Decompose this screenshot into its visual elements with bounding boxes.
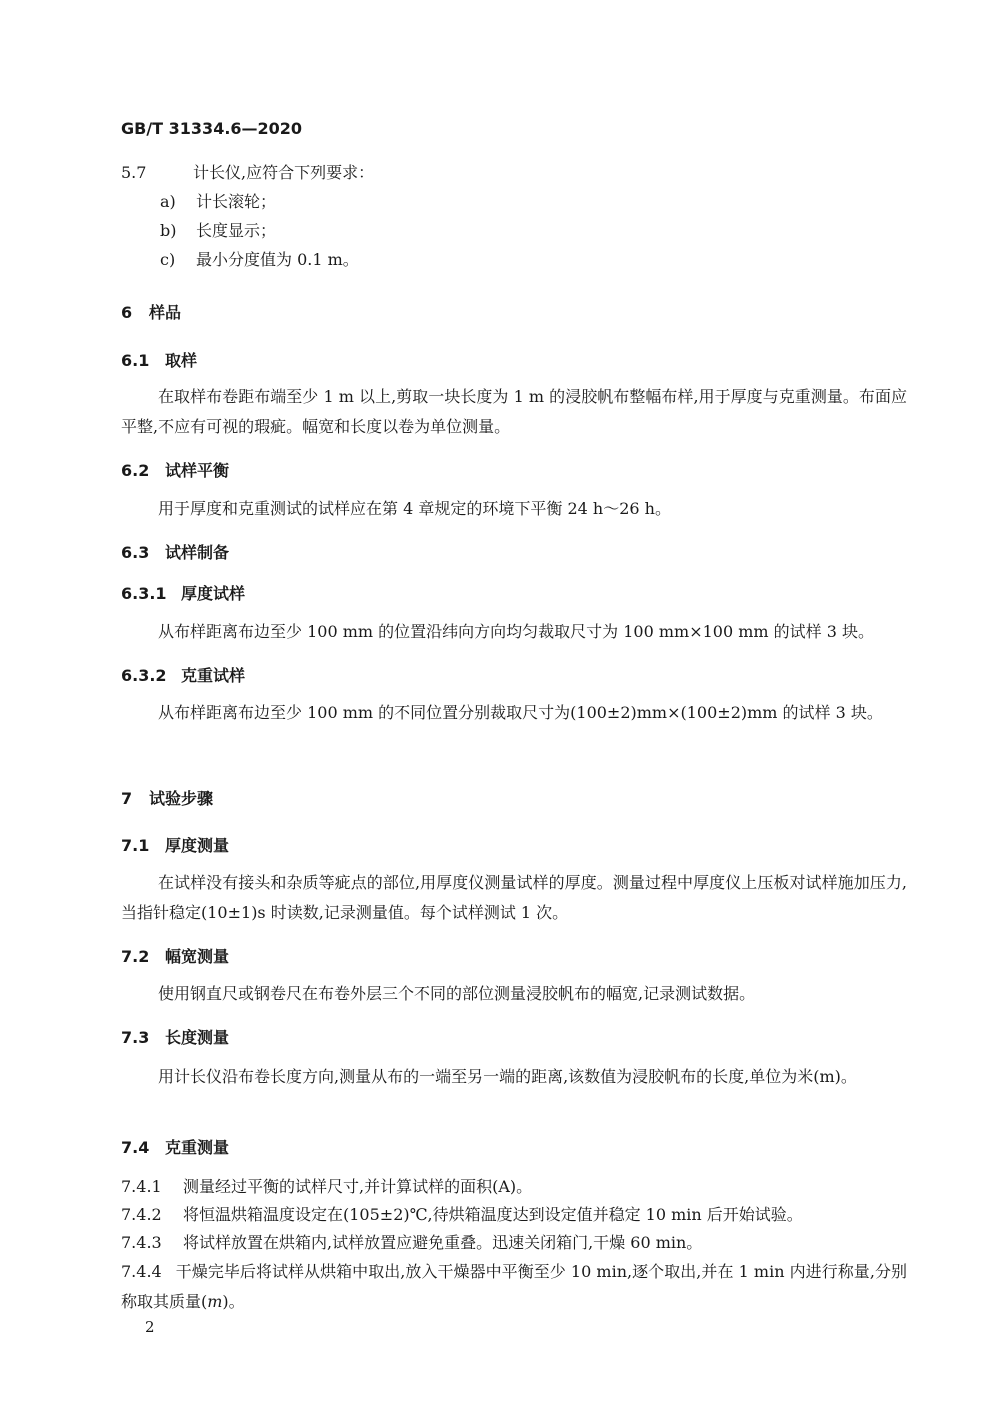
clause-7-4-1	[121, 1175, 533, 1199]
clause-number: 6.3	[121, 543, 150, 562]
list-text: 长度显示；	[196, 221, 277, 240]
clause-title: 试样平衡	[165, 461, 230, 480]
clause-6-1-body: 在取样布卷距布端至少 1 m 以上,剪取一块长度为 1 m 的浸胶帆布整幅布样,用于厚度与克重测量。布面应平整,不应有可视的瑕疵。幅宽和长度以卷为单位测量。	[121, 387, 907, 436]
list-label: b)	[160, 221, 177, 240]
clause-6-3-heading	[121, 541, 230, 565]
clause-number: 7.2	[121, 947, 150, 966]
clause-7-4-3	[121, 1231, 703, 1255]
clause-number: 7.3	[121, 1028, 150, 1047]
clause-7-2-body: 使用钢直尺或钢卷尺在布卷外层三个不同的部位测量浸胶帆布的幅宽,记录测试数据。	[158, 984, 756, 1003]
chapter-number: 6	[121, 303, 133, 322]
clause-title: 厚度试样	[181, 584, 246, 603]
clause-number: 5.7	[121, 163, 147, 182]
clause-title: 幅宽测量	[165, 947, 230, 966]
clause-7-3-body: 用计长仪沿布卷长度方向,测量从布的一端至另一端的距离,该数值为浸胶帆布的长度,单位为米(m)。	[158, 1067, 857, 1086]
clause-number: 7.4	[121, 1138, 150, 1157]
clause-number: 7.1	[121, 836, 150, 855]
clause-7-4-2	[121, 1203, 803, 1227]
clause-title: 厚度测量	[165, 836, 230, 855]
clause-title: 取样	[165, 351, 198, 370]
clause-6-2-heading	[121, 459, 230, 483]
list-item-b	[160, 219, 277, 243]
clause-text: 计长仪,应符合下列要求：	[193, 163, 375, 182]
clause-6-3-1-heading	[121, 582, 246, 606]
list-text: 计长滚轮；	[196, 192, 277, 211]
clause-text: 测量经过平衡的试样尺寸,并计算试样的面积(A)。	[183, 1177, 533, 1196]
page-number: 2	[145, 1318, 155, 1336]
chapter-title: 试验步骤	[149, 789, 214, 808]
mass-variable: m	[207, 1292, 223, 1311]
clause-title: 克重测量	[165, 1138, 230, 1157]
clause-number: 7.4.2	[121, 1205, 162, 1224]
chapter-title: 样品	[149, 303, 182, 322]
clause-title: 克重试样	[181, 666, 246, 685]
clause-number: 7.4.1	[121, 1177, 162, 1196]
list-text: 最小分度值为 0.1 m。	[196, 250, 359, 269]
clause-number: 6.2	[121, 461, 150, 480]
clause-6-1-heading	[121, 349, 198, 373]
clause-text: 将恒温烘箱温度设定在(105±2)℃,待烘箱温度达到设定值并稳定 10 min 后开始试验。	[183, 1205, 803, 1224]
chapter-7-heading	[121, 787, 214, 811]
chapter-number: 7	[121, 789, 133, 808]
clause-5-7	[121, 161, 375, 185]
clause-7-1-body: 在试样没有接头和杂质等疵点的部位,用厚度仪测量试样的厚度。测量过程中厚度仪上压板对试样施加压力,当指针稳定(10±1)s 时读数,记录测量值。每个试样测试 1 次。	[121, 873, 907, 922]
clause-title: 长度测量	[165, 1028, 230, 1047]
list-item-c	[160, 248, 359, 272]
clause-number: 6.3.1	[121, 584, 167, 603]
clause-number: 7.4.4	[121, 1262, 162, 1281]
clause-text: 将试样放置在烘箱内,试样放置应避免重叠。迅速关闭箱门,干燥 60 min。	[183, 1233, 703, 1252]
clause-text: 干燥完毕后将试样从烘箱中取出,放入干燥器中平衡至少 10 min,逐个取出,并在 1 min 内进行称量,分别称取其质量(	[121, 1262, 907, 1311]
list-label: c)	[160, 250, 176, 269]
clause-7-4-4	[121, 1257, 907, 1317]
clause-6-3-2-body: 从布样距离布边至少 100 mm 的不同位置分别裁取尺寸为(100±2)mm×(100±2)mm 的试样 3 块。	[158, 703, 883, 722]
clause-6-2-body: 用于厚度和克重测试的试样应在第 4 章规定的环境下平衡 24 h～26 h。	[158, 499, 671, 518]
list-label: a)	[160, 192, 176, 211]
clause-text-end: )。	[222, 1292, 245, 1311]
clause-number: 6.1	[121, 351, 150, 370]
clause-number: 6.3.2	[121, 666, 167, 685]
standard-header: GB/T 31334.6—2020	[121, 119, 303, 138]
clause-7-2-heading	[121, 945, 230, 969]
clause-title: 试样制备	[165, 543, 230, 562]
clause-6-3-2-heading	[121, 664, 246, 688]
clause-7-4-heading	[121, 1136, 230, 1160]
clause-7-3-heading	[121, 1026, 230, 1050]
clause-6-3-1-body: 从布样距离布边至少 100 mm 的位置沿纬向方向均匀裁取尺寸为 100 mm×100 mm 的试样 3 块。	[158, 622, 875, 641]
list-item-a	[160, 190, 277, 214]
clause-7-1-heading	[121, 834, 230, 858]
chapter-6-heading	[121, 301, 182, 325]
clause-number: 7.4.3	[121, 1233, 162, 1252]
